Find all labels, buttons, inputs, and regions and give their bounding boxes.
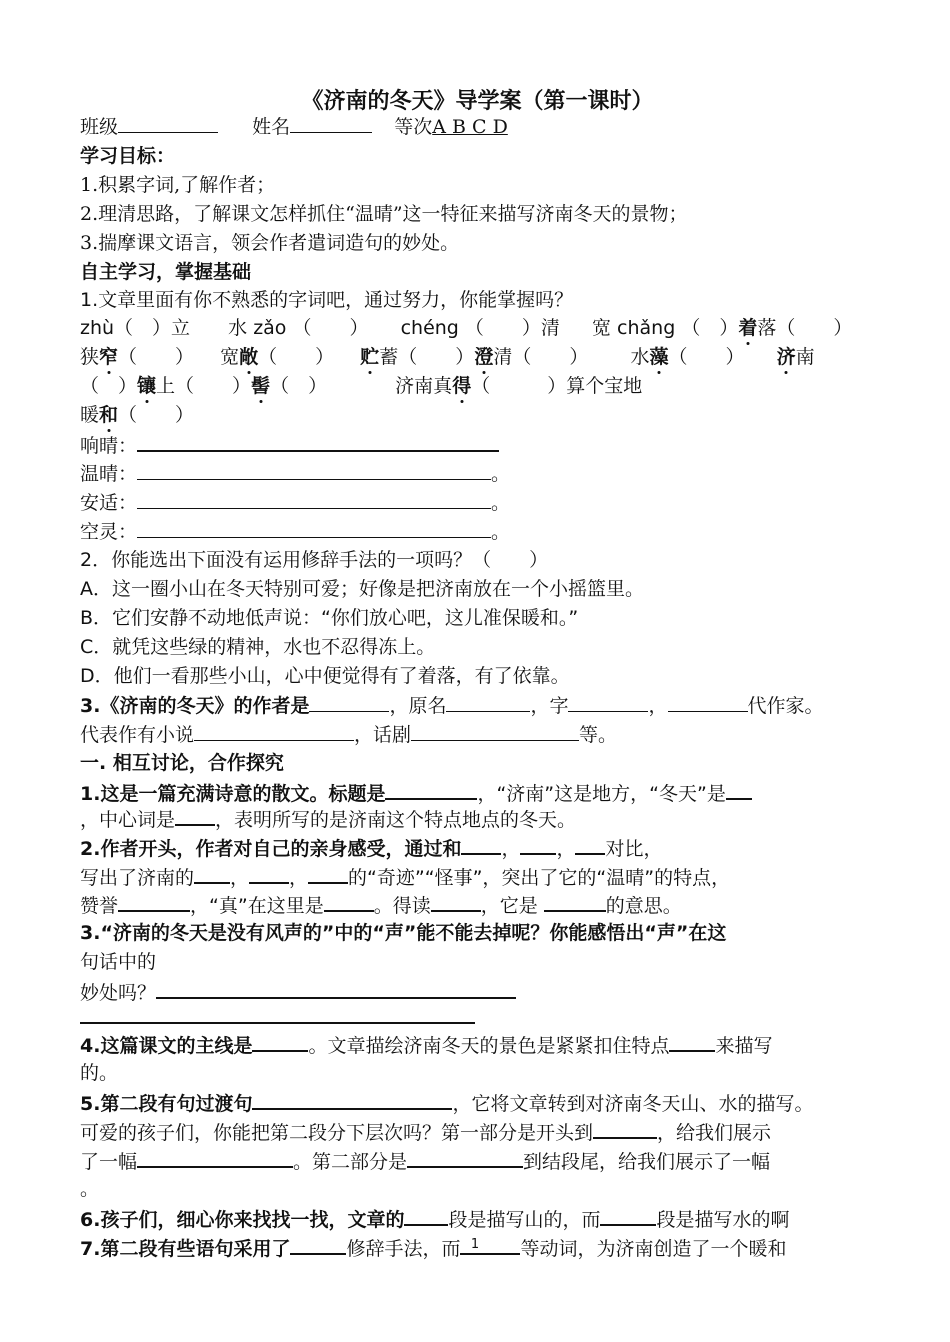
definition-row (80, 430, 499, 460)
vocab-text: 水 (630, 346, 650, 368)
option-d[interactable]: D．他们一看那些小山，心中便觉得有了着落，有了依靠。 (80, 665, 570, 687)
original-name-field[interactable] (446, 691, 530, 712)
page-number: 1 (470, 1237, 480, 1252)
vocab-row (80, 343, 815, 371)
vocab-text: 狭 (80, 346, 100, 368)
p-text: 的“奇迹”“怪事”，突出了它的“温晴”的特点， (348, 867, 731, 889)
answer-bracket[interactable]: 蓄（ ） (379, 346, 475, 368)
vocab-item[interactable]: 落（ ） (757, 317, 853, 339)
p-text: 来描写 (715, 1035, 773, 1057)
goal-item: 1.积累字词,了解作者； (80, 174, 276, 196)
answer-field[interactable] (726, 778, 752, 800)
answer-field[interactable] (520, 833, 556, 855)
q3-text: ，话剧 (354, 724, 412, 746)
p-text: ， (289, 867, 309, 889)
section-heading-discussion: 一. 相互讨论，合作探究 (80, 752, 284, 774)
p-text: 7.第二段有些语句采用了 (80, 1238, 291, 1260)
vocab-item[interactable]: 水 zǎo （ ） (228, 317, 369, 339)
q3-text: ，原名 (389, 695, 447, 717)
discussion-item-5 (80, 1088, 813, 1118)
discussion-item-4 (80, 1030, 772, 1060)
option-b[interactable]: B．它们安静不动地低声说：“你们放心吧，这儿准保暖和。” (80, 607, 579, 629)
p-text: ， (556, 838, 576, 860)
drama-field[interactable] (411, 720, 579, 741)
answer-field[interactable] (175, 804, 215, 826)
p-text: 段是描写山的，而 (448, 1209, 601, 1231)
period: 。 (491, 463, 511, 485)
discussion-item-5-cont (80, 1146, 770, 1176)
definition-field[interactable] (137, 488, 491, 509)
option-c[interactable]: C．就凭这些绿的精神，水也不忍得冻上。 (80, 636, 436, 658)
q3-text: ，字 (530, 695, 569, 717)
answer-field[interactable] (252, 1030, 308, 1052)
vocab-text: 济南真 (395, 375, 453, 397)
vocab-text: 南 (795, 346, 815, 368)
answer-bracket[interactable]: （ ） (118, 346, 195, 368)
name-field[interactable] (290, 112, 372, 133)
answer-bracket[interactable]: （ ） (258, 346, 335, 368)
q3-text: 3.《济南的冬天》的作者是 (80, 695, 310, 717)
answer-bracket[interactable]: （ ） (80, 375, 138, 397)
answer-field[interactable] (593, 1117, 657, 1139)
p-text: ， (230, 867, 250, 889)
p-text: ，它将文章转到对济南冬天山、水的描写。 (452, 1093, 814, 1115)
dotted-char: 和 (99, 404, 119, 426)
p-text: 6.孩子们，细心你来找找一找，文章的 (80, 1209, 405, 1231)
answer-field[interactable] (194, 862, 230, 884)
question-3-cont (80, 720, 617, 749)
vocab-row (80, 372, 642, 400)
answer-field[interactable] (544, 890, 606, 912)
definition-row (80, 459, 510, 488)
q3-text: 等。 (579, 724, 618, 746)
answer-field[interactable] (324, 890, 374, 912)
dotted-char: 镶 (137, 375, 157, 397)
p-text: 段是描写水的啊 (656, 1209, 790, 1231)
p-text: ，中心词是 (80, 809, 176, 831)
answer-field[interactable] (118, 890, 190, 912)
p-text: 等动词，为济南创造了一个暖和 (520, 1238, 787, 1260)
dotted-char: 着 (738, 317, 758, 339)
definition-field[interactable] (137, 459, 491, 480)
discussion-item-1-cont (80, 804, 576, 834)
p-text: 4.这篇课文的主线是 (80, 1035, 253, 1057)
p-text: ，它是 (480, 895, 538, 917)
option-a[interactable]: A．这一圈小山在冬天特别可爱；好像是把济南放在一个小摇篮里。 (80, 578, 644, 600)
definition-label: 空灵： (80, 521, 138, 543)
class-field[interactable] (118, 112, 218, 133)
p-text: 了一幅 (80, 1151, 138, 1173)
discussion-item-5-cont: 。 (80, 1178, 100, 1200)
grade-label: 等次 (394, 116, 433, 138)
discussion-item-2-cont (80, 890, 682, 920)
p-text: ， (501, 838, 521, 860)
q3-text: 代表作有小说 (80, 724, 195, 746)
answer-field[interactable] (600, 1204, 656, 1226)
answer-bracket[interactable]: 清（ ） (493, 346, 589, 368)
discussion-item-5-cont (80, 1117, 771, 1147)
definition-field[interactable] (137, 517, 491, 538)
p-text: 写出了济南的 (80, 867, 195, 889)
answer-field[interactable] (575, 833, 605, 855)
answer-field[interactable] (385, 778, 477, 800)
vocab-item[interactable]: zhù（ ）立 (80, 317, 191, 339)
answer-field[interactable] (404, 1204, 448, 1226)
dotted-char: 藻 (649, 346, 669, 368)
answer-field[interactable] (669, 1030, 715, 1052)
name-label: 姓名 (252, 116, 291, 138)
grade-options[interactable]: A B C D (432, 116, 508, 138)
p-text: 1.这是一篇充满诗意的散文。标题是 (80, 783, 386, 805)
vocab-item[interactable]: 宽 chǎng （ ） (592, 317, 739, 339)
answer-field[interactable] (137, 1146, 293, 1168)
dotted-char: 窄 (99, 346, 119, 368)
question-3 (80, 691, 824, 720)
answer-field[interactable] (156, 977, 516, 999)
vocab-text: 宽 (220, 346, 240, 368)
discussion-item-6 (80, 1204, 789, 1234)
answer-bracket[interactable]: （ ） (118, 404, 195, 426)
dotted-char: 贮 (360, 346, 380, 368)
answer-field[interactable] (308, 862, 348, 884)
p-text: ，“真”在这里是 (190, 895, 324, 917)
p-text: 5.第二段有句过渡句 (80, 1093, 253, 1115)
definition-label: 温晴： (80, 463, 138, 485)
vocab-text: 暖 (80, 404, 100, 426)
question-2: 2．你能选出下面没有运用修辞手法的一项吗？（ ） (80, 549, 549, 571)
q3-text: ， (648, 695, 668, 717)
discussion-item-4-cont: 的。 (80, 1062, 119, 1084)
class-label: 班级 (80, 116, 119, 138)
goals-heading: 学习目标： (80, 145, 176, 167)
dotted-char: 济 (776, 346, 796, 368)
p-text: 2.作者开头，作者对自己的亲身感受，通过和 (80, 838, 462, 860)
p-text: ，“济南”这是地方，“冬天”是 (477, 783, 726, 805)
answer-bracket[interactable]: 上（ ） (156, 375, 252, 397)
section-heading-self-study: 自主学习，掌握基础 (80, 261, 252, 283)
p-text: 妙处吗？ (80, 982, 157, 1004)
p-text: 的意思。 (605, 895, 682, 917)
answer-field[interactable] (252, 1088, 452, 1110)
p-text: 。第二部分是 (293, 1151, 408, 1173)
definition-row (80, 517, 510, 546)
answer-field[interactable] (407, 1146, 523, 1168)
dotted-char: 澄 (474, 346, 494, 368)
dotted-char: 髻 (251, 375, 271, 397)
answer-field[interactable] (249, 862, 289, 884)
info-row (80, 112, 508, 141)
p-text: 到结段尾，给我们展示了一幅 (523, 1151, 771, 1173)
courtesy-name-field[interactable] (568, 691, 648, 712)
dotted-char: 得 (452, 375, 472, 397)
answer-bracket[interactable]: （ ）算个宝地 (471, 375, 643, 397)
p-text: 对比， (605, 838, 663, 860)
novel-field[interactable] (194, 720, 354, 741)
goal-item: 2.理清思路，了解课文怎样抓住“温晴”这一特征来描写济南冬天的景物； (80, 203, 688, 225)
vocab-item[interactable]: chéng （ ）清 (400, 317, 560, 339)
period: 。 (491, 492, 511, 514)
p-text: 。文章描绘济南冬天的景色是紧紧扣住特点 (308, 1035, 670, 1057)
answer-field[interactable] (80, 1002, 475, 1024)
answer-field[interactable] (461, 833, 501, 855)
definition-field[interactable] (137, 430, 499, 452)
p-text: 。得读 (373, 895, 431, 917)
answer-field[interactable] (431, 890, 481, 912)
period: 。 (491, 521, 511, 543)
p-text: ，给我们展示 (657, 1122, 772, 1144)
goal-item: 3.揣摩课文语言，领会作者遣词造句的妙处。 (80, 232, 460, 254)
definition-label: 响晴： (80, 435, 138, 457)
p-text: 赞誉 (80, 895, 119, 917)
vocab-row (80, 314, 852, 342)
discussion-item-2 (80, 833, 663, 863)
definition-row (80, 488, 510, 517)
era-field[interactable] (668, 691, 748, 712)
discussion-item-3 (80, 919, 726, 947)
vocab-row (80, 401, 194, 429)
question-1: 1.文章里面有你不熟悉的字词吧，通过努力，你能掌握吗？ (80, 289, 574, 311)
answer-bracket[interactable]: （ ） (668, 346, 745, 368)
p-text: 修辞手法，而 (346, 1238, 461, 1260)
p-text: ，表明所写的是济南这个特点地点的冬天。 (215, 809, 577, 831)
answer-line (80, 1002, 475, 1032)
discussion-item-2-cont (80, 862, 730, 892)
definition-label: 安适： (80, 492, 138, 514)
discussion-item-3-cont: 句话中的 (80, 951, 157, 973)
p-text: 3.“济南的冬天是没有风声的”中的“声”能不能去掉呢？你能感悟出“声”在这 (80, 922, 727, 944)
answer-bracket[interactable]: （ ） (270, 375, 328, 397)
q3-text: 代作家。 (747, 695, 824, 717)
author-field[interactable] (309, 691, 389, 712)
p-text: 可爱的孩子们，你能把第二段分下层次吗？第一部分是开头到 (80, 1122, 594, 1144)
document-title: 《济南的冬天》导学案（第一课时） (301, 89, 654, 114)
dotted-char: 敞 (239, 346, 259, 368)
